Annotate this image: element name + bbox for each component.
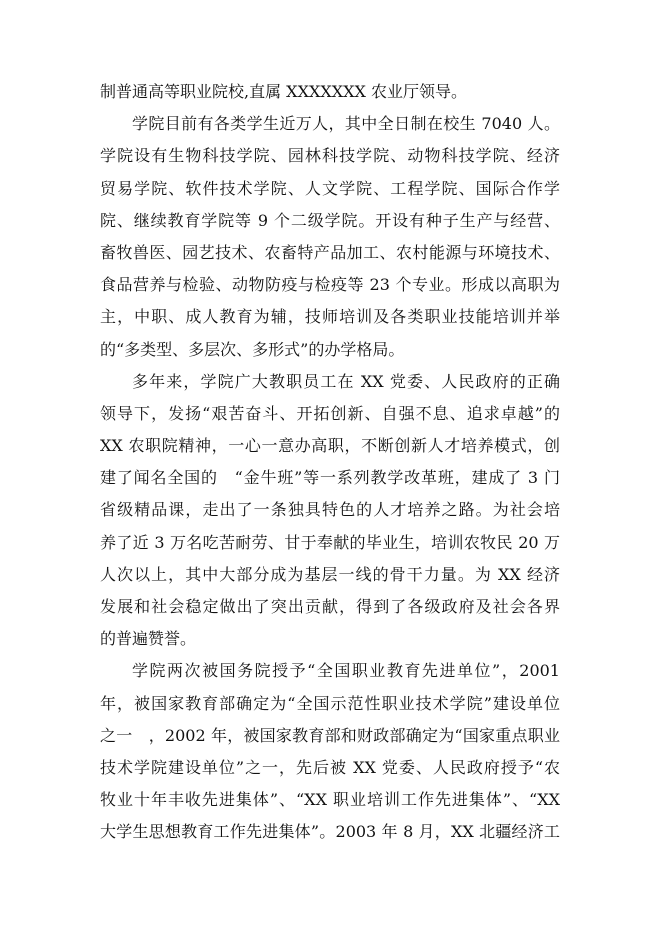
text-line: 人次以上，其中大部分成为基层一线的骨干力量。为 XX 经济 xyxy=(100,564,560,584)
text-line: 领导下，发扬“艰苦奋斗、开拓创新、自强不息、追求卓越”的 xyxy=(100,403,560,423)
text-line: 院、继续教育学院等 9 个二级学院。开设有种子生产与经营、 xyxy=(100,210,560,230)
text-line: 学院设有生物科技学院、园林科技学院、动物科技学院、经济 xyxy=(100,146,560,166)
text-line: 的普遍赞誉。 xyxy=(100,629,197,649)
text-line: 省级精品课，走出了一条独具特色的人才培养之路。为社会培 xyxy=(100,500,560,520)
text-line: 技术学院建设单位”之一，先后被 XX 党委、人民政府授予“农 xyxy=(100,757,560,777)
text-line: 的“多类型、多层次、多形式”的办学格局。 xyxy=(100,339,405,359)
paragraph xyxy=(100,76,560,108)
text-line: 年，被国家教育部确定为“全国示范性职业技术学院”建设单位 xyxy=(100,693,560,713)
text-line: 食品营养与检验、动物防疫与检疫等 23 个专业。形成以高职为 xyxy=(100,275,560,295)
paragraph xyxy=(100,366,560,656)
paragraph xyxy=(100,108,560,366)
text-line: 多年来，学院广大教职员工在 XX 党委、人民政府的正确 xyxy=(132,371,560,391)
text-line: 大学生思想教育工作先进集体”。2003 年 8 月，XX 北疆经济工 xyxy=(100,822,560,842)
text-line: 主，中职、成人教育为辅，技师培训及各类职业技能培训并举 xyxy=(100,307,560,327)
text-line: 之一 ，2002 年，被国家教育部和财政部确定为“国家重点职业 xyxy=(100,725,560,745)
text-line: 发展和社会稳定做出了突出贡献，得到了各级政府及社会各界 xyxy=(100,597,560,616)
text-line: 制普通高等职业院校,直属 XXXXXXX 农业厅领导。 xyxy=(100,82,467,101)
text-line: 养了近 3 万名吃苦耐劳、甘于奉献的毕业生，培训农牧民 20 万 xyxy=(100,532,560,552)
paragraph xyxy=(100,655,560,848)
text-line: 学院目前有各类学生近万人，其中全日制在校生 7040 人。 xyxy=(132,114,560,134)
text-line: XX 农职院精神，一心一意办高职，不断创新人才培养模式，创 xyxy=(100,436,560,456)
text-line: 贸易学院、软件技术学院、人文学院、工程学院、国际合作学 xyxy=(100,178,560,198)
text-line: 畜牧兽医、园艺技术、农畜特产品加工、农村能源与环境技术、 xyxy=(100,242,560,262)
text-line: 建了闻名全国的 “金牛班”等一系列教学改革班，建成了 3 门 xyxy=(100,468,560,488)
text-line: 学院两次被国务院授予“全国职业教育先进单位”，2001 xyxy=(132,661,560,681)
document-body xyxy=(100,76,560,849)
text-line: 牧业十年丰收先进集体”、“XX 职业培训工作先进集体”、“XX xyxy=(100,790,560,810)
